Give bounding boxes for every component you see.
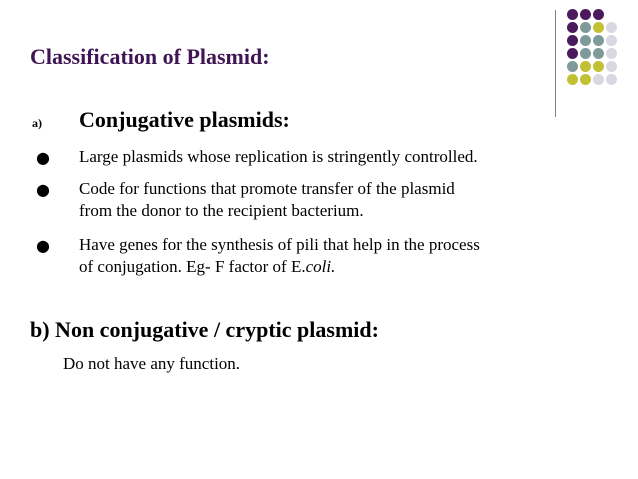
decor-dot <box>593 61 604 72</box>
species-name-italic: coli. <box>305 257 336 276</box>
decor-dot <box>593 35 604 46</box>
decor-dot <box>606 61 617 72</box>
decor-dot <box>567 9 578 20</box>
bullet-3-line-1: Have genes for the synthesis of pili that help in the process <box>79 235 480 254</box>
section-b-heading: b) Non conjugative / cryptic plasmid: <box>30 317 379 342</box>
decor-dot <box>606 48 617 59</box>
bullet-1-line-1: Large plasmids whose replication is stringently controlled. <box>79 147 478 166</box>
decor-dot <box>567 22 578 33</box>
decor-dot <box>580 22 591 33</box>
decor-dot <box>580 74 591 85</box>
decor-dot <box>567 61 578 72</box>
bullet-dot-icon: ● <box>36 180 50 199</box>
bullet-2-line-1: Code for functions that promote transfer of the plasmid <box>79 179 455 198</box>
slide-title: Classification of Plasmid: <box>30 44 270 69</box>
decor-dot <box>593 48 604 59</box>
bullet-2-line-2: from the donor to the recipient bacterium. <box>79 201 364 220</box>
bullet-3-line-2-text: of conjugation. Eg- F factor of E. <box>79 257 306 276</box>
decor-dot <box>606 35 617 46</box>
decor-dot <box>567 35 578 46</box>
decor-dot <box>580 61 591 72</box>
decor-dot <box>567 48 578 59</box>
decor-dot <box>593 74 604 85</box>
bullet-3-line-2 <box>79 256 335 278</box>
section-a-label: a) <box>32 116 42 130</box>
bullet-dot-icon: ● <box>36 148 50 167</box>
decor-dot <box>593 9 604 20</box>
decor-dot <box>593 22 604 33</box>
decor-dot <box>580 48 591 59</box>
decor-dot <box>580 9 591 20</box>
section-a-heading: Conjugative plasmids: <box>79 107 290 132</box>
decor-dot <box>606 22 617 33</box>
section-b-text: Do not have any function. <box>63 354 241 373</box>
decor-dot <box>606 74 617 85</box>
vertical-rule <box>555 10 556 117</box>
decor-dot <box>567 74 578 85</box>
bullet-dot-icon: ● <box>36 236 50 255</box>
decor-dot <box>580 35 591 46</box>
